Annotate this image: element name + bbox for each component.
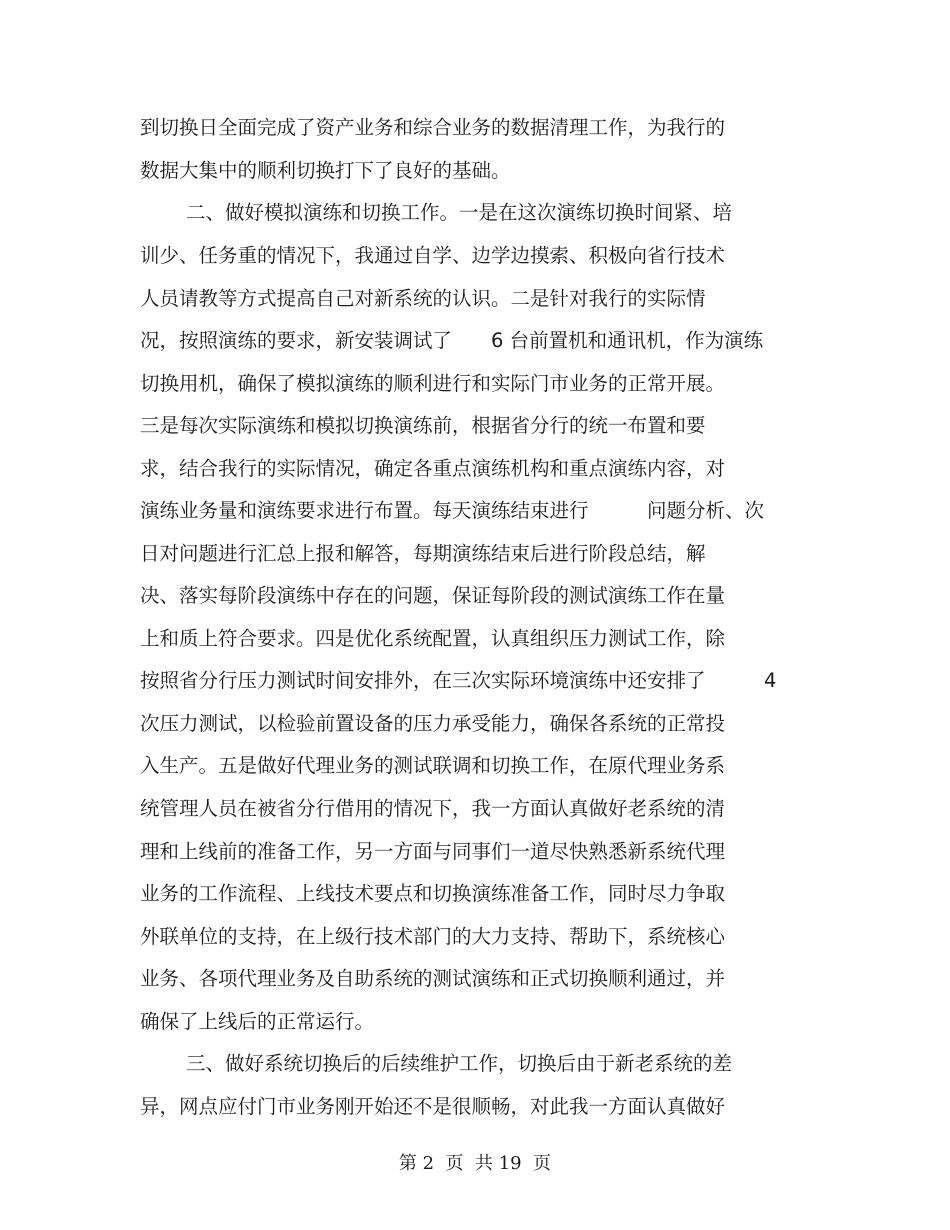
- text-line: 入生产。五是做好代理业务的测试联调和切换工作，在原代理业务系: [140, 754, 726, 777]
- text-line: 三、做好系统切换后的后续维护工作，切换后由于新老系统的差: [186, 1052, 733, 1075]
- text-line: 数据大集中的顺利切换打下了良好的基础。: [140, 159, 511, 182]
- text-line: 切换用机，确保了模拟演练的顺利进行和实际门市业务的正常开展。: [140, 372, 726, 395]
- text-line: 二、做好模拟演练和切换工作。一是在这次演练切换时间紧、培: [186, 201, 733, 224]
- text-line: 到切换日全面完成了资产业务和综合业务的数据清理工作，为我行的: [140, 116, 726, 139]
- text-line: 次压力测试，以检验前置设备的压力承受能力，确保各系统的正常投: [140, 712, 726, 735]
- text-line: 演练业务量和演练要求进行布置。每天演练结束进行 问题分析、次: [140, 499, 765, 522]
- text-line: 三是每次实际演练和模拟切换演练前，根据省分行的统一布置和要: [140, 414, 706, 437]
- text-line: 决、落实每阶段演练中存在的问题，保证每阶段的测试演练工作在量: [140, 584, 726, 607]
- text-line: 确保了上线后的正常运行。: [140, 1010, 375, 1033]
- text-line: 求，结合我行的实际情况，确定各重点演练机构和重点演练内容，对: [140, 457, 726, 480]
- text-line: 日对问题进行汇总上报和解答，每期演练结束后进行阶段总结，解: [140, 542, 706, 565]
- text-line: 人员请教等方式提高自己对新系统的认识。二是针对我行的实际情: [140, 287, 706, 310]
- text-line: 业务的工作流程、上线技术要点和切换演练准备工作，同时尽力争取: [140, 882, 726, 905]
- text-line: 按照省分行压力测试时间安排外，在三次实际环境演练中还安排了 4: [140, 669, 777, 692]
- text-line: 上和质上符合要求。四是优化系统配置，认真组织压力测试工作，除: [140, 627, 726, 650]
- page-footer: 第 2 页 共 19 页: [398, 1153, 552, 1174]
- text-line: 业务、各项代理业务及自助系统的测试演练和正式切换顺利通过，并: [140, 967, 726, 990]
- text-line: 况，按照演练的要求，新安装调试了 6 台前置机和通讯机，作为演练: [140, 329, 764, 352]
- text-line: 训少、任务重的情况下，我通过自学、边学边摸索、积极向省行技术: [140, 244, 726, 267]
- text-line: 统管理人员在被省分行借用的情况下，我一方面认真做好老系统的清: [140, 797, 726, 820]
- text-line: 理和上线前的准备工作，另一方面与同事们一道尽快熟悉新系统代理: [140, 840, 726, 863]
- text-line: 外联单位的支持，在上级行技术部门的大力支持、帮助下，系统核心: [140, 925, 726, 948]
- text-line: 异，网点应付门市业务刚开始还不是很顺畅，对此我一方面认真做好: [140, 1095, 726, 1118]
